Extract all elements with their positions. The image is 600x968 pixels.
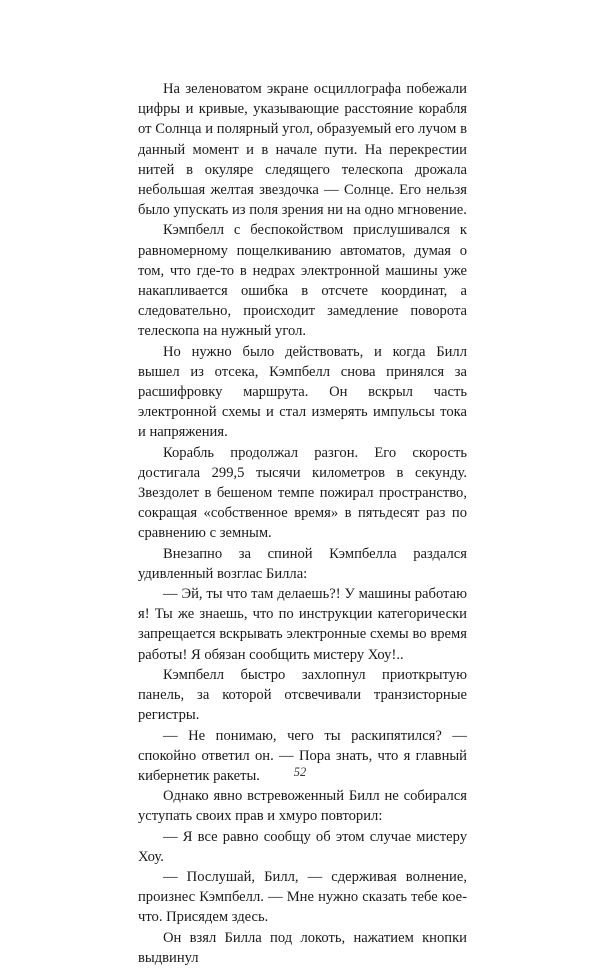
paragraph-4: Корабль продолжал разгон. Его скорость достигала 299,5 тысячи километров в секунду. Звездолет в бешеном темпе пожирал пространство, сокращая «собственное время» в пятьдесят раз по сравнению с земным. — [138, 444, 467, 542]
paragraph-7: Кэмпбелл быстро захлопнул приоткрытую панель, за которой отсвечивали транзисторные регистры. — [138, 666, 467, 724]
page-number: 52 — [293, 765, 307, 779]
paragraph-11: — Послушай, Билл, — сдерживая волнение, произнес Кэмпбелл. — Мне нужно сказать тебе кое-что. Присядем здесь. — [138, 868, 467, 926]
paragraph-9: Однако явно встревоженный Билл не собирался уступать своих прав и хмуро повторил: — [138, 788, 467, 825]
paragraph-12: Он взял Билла под локоть, нажатием кнопки выдвинул — [138, 929, 467, 966]
paragraph-6: — Эй, ты что там делаешь?! У машины работаю я! Ты же знаешь, что по инструкции категорически запрещается вскрывать электронные схемы во время работы! Я обязан сообщить мистеру Хоу!.. — [138, 586, 467, 663]
paragraph-10: — Я все равно сообщу об этом случае мистеру Хоу. — [138, 828, 467, 865]
paragraph-1: На зеленоватом экране осциллографа побежали цифры и кривые, указывающие расстояние корабля от Солнца и полярный угол, образуемый его лучом в данный момент и в начале пути. На перекрестии нитей в окуляре следящего телескопа дрожала небольшая желтая звездочка — Солнце. Его нельзя было упускать из поля зрения ни на одно мгновение. — [138, 81, 467, 219]
paragraph-5: Внезапно за спиной Кэмпбелла раздался удивленный возглас Билла: — [138, 545, 467, 582]
paragraph-2: Кэмпбелл с беспокойством прислушивался к равномерному пощелкиванию автоматов, думая о том, что где-то в недрах электронной машины уже накапливается ошибка в отсчете координат, а следовательно, происходит замедление поворота телескопа на нужный угол. — [138, 222, 467, 340]
paragraph-8: — Не понимаю, чего ты раскипятился? — спокойно ответил он. — Пора знать, что я главный кибернетик ракеты. — [138, 727, 467, 784]
paragraph-3: Но нужно было действовать, и когда Билл вышел из отсека, Кэмпбелл снова принялся за расшифровку маршрута. Он вскрыл часть электронной схемы и стал измерять импульсы тока и напряжения. — [138, 343, 467, 441]
body-text — [138, 79, 467, 968]
